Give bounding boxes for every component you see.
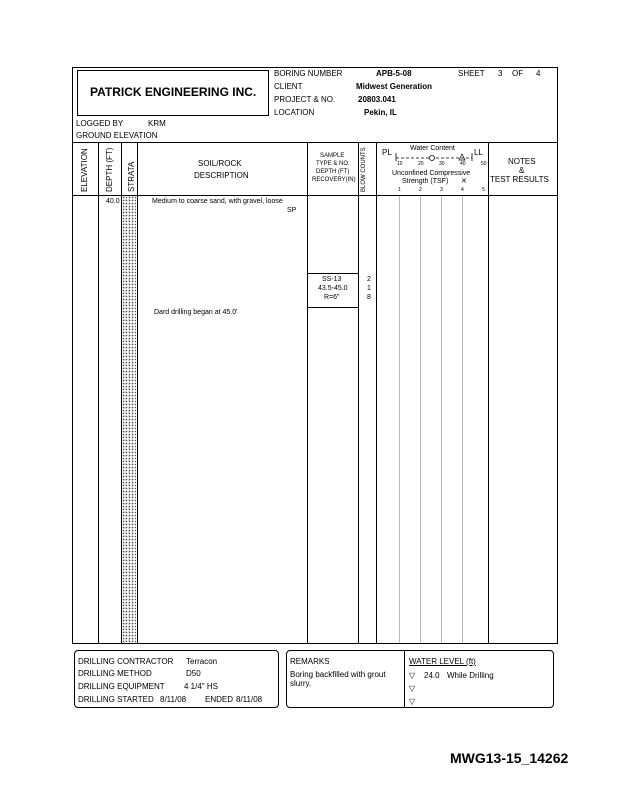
chart-gridline-2 (420, 196, 421, 643)
sample-id: SS-13 (322, 276, 342, 283)
sheet-number: 3 (498, 69, 503, 78)
sample-bottom-line (307, 307, 358, 308)
notes-header-line1: NOTES (508, 157, 536, 166)
pl-label: PL (382, 148, 392, 157)
location-label: LOCATION (274, 108, 315, 117)
blow-count-2: 1 (367, 285, 371, 292)
logged-by-label: LOGGED BY (76, 119, 124, 128)
blows-chart-divider (376, 142, 377, 643)
column-header-bottom (72, 195, 558, 196)
remarks-line2: slurry. (290, 679, 312, 688)
sample-header-line1: SAMPLE (320, 153, 345, 159)
drilling-note: Dard drilling began at 45.0' (154, 309, 238, 316)
frame-left-border (72, 67, 73, 643)
water-level-symbol-2-icon: ▽ (409, 684, 416, 693)
sheet-of: OF (512, 69, 524, 78)
water-level-symbol-3-icon: ▽ (409, 697, 416, 706)
chart-notes-divider (488, 142, 489, 643)
logged-by-value: KRM (148, 119, 166, 128)
notes-header-line3: TEST RESULTS (490, 175, 549, 184)
method-value: D50 (186, 669, 201, 678)
project-number: 20803.041 (358, 95, 396, 104)
soil-description: Medium to coarse sand, with gravel, loose (152, 198, 283, 205)
started-value: 8/11/08 (160, 695, 187, 704)
ucs-scale-2: 2 (419, 187, 422, 193)
equipment-value: 4 1/4" HS (184, 682, 218, 691)
sample-top-line (307, 273, 358, 274)
location-value: Pekin, IL (364, 108, 397, 117)
equipment-label: DRILLING EQUIPMENT (78, 682, 165, 691)
depth-header: DEPTH (FT) (105, 147, 114, 192)
log-area-bottom (72, 643, 558, 644)
description-header-line1: SOIL/ROCK (198, 159, 242, 168)
header-top-border (72, 67, 558, 68)
sample-depth: 43.5-45.0 (318, 285, 348, 292)
contractor-label: DRILLING CONTRACTOR (78, 657, 174, 666)
scale-50: 50 (481, 161, 487, 167)
ground-elevation-label: GROUND ELEVATION (76, 131, 158, 140)
client-label: CLIENT (274, 82, 303, 91)
chart-gridline-3 (441, 196, 442, 643)
chart-gridline-4 (462, 196, 463, 643)
strata-header: STRATA (127, 161, 136, 192)
contractor-value: Terracon (186, 657, 218, 666)
sheet-label: SHEET (458, 69, 485, 78)
document-id: MWG13-15_14262 (450, 750, 569, 766)
ended-value: 8/11/08 (236, 695, 263, 704)
started-label: DRILLING STARTED (78, 695, 154, 704)
notes-header-line2: & (519, 166, 525, 175)
scale-30: 30 (439, 161, 445, 167)
soil-classification: SP (287, 207, 297, 214)
scale-40: 40 (460, 161, 466, 167)
water-content-label: Water Content (410, 145, 455, 152)
water-level-label: WATER LEVEL (ft) (409, 657, 476, 666)
water-level-symbol-icon: ▽ (409, 671, 416, 680)
client-value: Midwest Generation (356, 82, 433, 91)
chart-gridline-1 (399, 196, 400, 643)
method-label: DRILLING METHOD (78, 669, 152, 678)
ucs-x-symbol: ✕ (461, 178, 467, 185)
water-level-value: 24.0 (424, 671, 440, 680)
remarks-line1: Boring backfilled with grout (290, 670, 386, 679)
start-depth: 40.0 (106, 198, 120, 205)
description-header-line2: DESCRIPTION (194, 171, 249, 180)
elevation-header: ELEVATION (80, 148, 89, 192)
column-header-top (72, 142, 558, 143)
ll-label: LL (474, 148, 483, 157)
strata-description-divider (137, 142, 138, 643)
ended-label: ENDED (205, 695, 234, 704)
sample-header-line3: DEPTH (FT) (316, 169, 350, 175)
blow-count-3: 8 (367, 294, 371, 301)
water-level-note: While Drilling (447, 671, 494, 680)
ucs-scale-3: 3 (440, 187, 443, 193)
ucs-scale-1: 1 (398, 187, 401, 193)
scale-10: 10 (397, 161, 403, 167)
ucs-scale-4: 4 (461, 187, 464, 193)
strata-sand-pattern (122, 196, 136, 643)
boring-number: APB-5-08 (376, 69, 412, 78)
ucs-header-line1: Unconfined Compressive (392, 170, 471, 177)
sample-header-line4: RECOVERY(IN) (312, 177, 356, 183)
sample-recovery: R=6" (324, 294, 340, 301)
sample-blows-divider (358, 142, 359, 643)
scale-20: 20 (418, 161, 424, 167)
boring-number-label: BORING NUMBER (274, 69, 343, 78)
sheet-total: 4 (536, 69, 541, 78)
remarks-label: REMARKS (290, 657, 330, 666)
remarks-water-divider (404, 650, 405, 708)
ucs-header-line2: Strength (TSF) (402, 178, 449, 185)
blow-counts-header: BLOW COUNTS (361, 147, 367, 192)
blow-count-1: 2 (367, 276, 371, 283)
elevation-depth-divider (98, 142, 99, 643)
description-sample-divider (307, 142, 308, 643)
ucs-scale-5: 5 (482, 187, 485, 193)
sample-header-line2: TYPE & NO. (316, 161, 350, 167)
frame-right-border (557, 67, 558, 643)
company-name: PATRICK ENGINEERING INC. (90, 85, 257, 99)
project-label: PROJECT & NO. (274, 95, 336, 104)
